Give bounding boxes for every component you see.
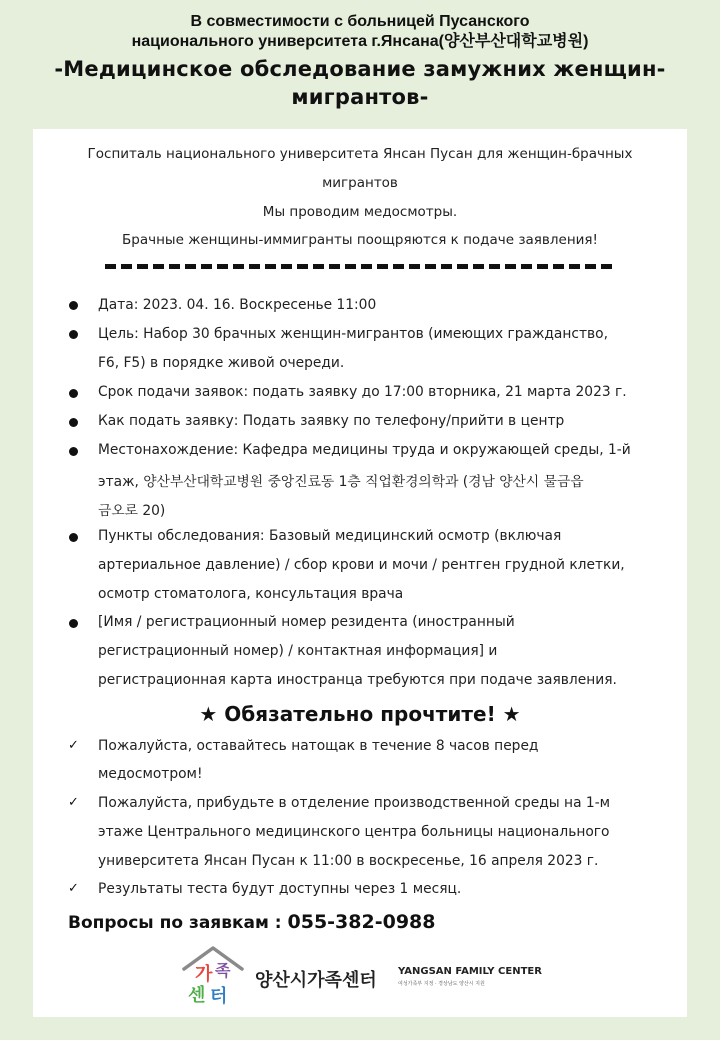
check-icon: ✓ — [68, 881, 79, 896]
bullet-how-to-apply: Как подать заявку: Подать заявку по телефону/прийти в центр — [98, 413, 565, 429]
intro-line-4: Брачные женщины-иммигранты поощряются к подаче заявления! — [122, 232, 598, 248]
bullet-dot — [69, 533, 78, 542]
note-fasting-cont: медосмотром! — [98, 766, 203, 782]
bullet-deadline: Срок подачи заявок: подать заявку до 17:00 вторника, 21 марта 2023 г. — [98, 384, 627, 400]
family-center-logo — [180, 945, 560, 1005]
bullet-dot — [69, 447, 78, 456]
intro-line-3: Мы проводим медосмотры. — [262, 204, 458, 220]
page-title-line-2: мигрантов- — [291, 85, 429, 109]
intro-line-1: Госпиталь национального университета Янсан Пусан для женщин-брачных — [87, 146, 633, 162]
check-icon: ✓ — [68, 738, 79, 753]
bullet-dot — [69, 301, 78, 310]
bullet-dot — [69, 330, 78, 339]
page-title — [0, 55, 720, 111]
bullet-dot — [69, 389, 78, 398]
note-results: Результаты теста будут доступны через 1 месяц. — [98, 881, 462, 897]
note-arrival: Пожалуйста, прибудьте в отделение производственной среды на 1-м — [98, 795, 611, 811]
bullet-dot — [69, 418, 78, 427]
bullet-date: Дата: 2023. 04. 16. Воскресенье 11:00 — [98, 297, 377, 313]
logo-name-english: YANGSAN FAMILY CENTER — [398, 966, 542, 977]
check-icon: ✓ — [68, 795, 79, 810]
note-arrival-cont: этаже Центрального медицинского центра больницы национального — [98, 824, 610, 840]
contact-phone[interactable]: 055-382-0988 — [287, 911, 436, 933]
bullet-exam-items-cont: артериальное давление) / сбор крови и мочи / рентген грудной клетки, — [98, 557, 625, 573]
bullet-exam-items-cont-2: осмотр стоматолога, консультация врача — [98, 586, 404, 602]
bullet-exam-items: Пункты обследования: Базовый медицинский осмотр (включая — [98, 528, 562, 544]
logo-char: 센 — [188, 985, 206, 1005]
bullet-required-docs: [Имя / регистрационный номер резидента (иностранный — [98, 614, 515, 630]
bullet-dot — [69, 619, 78, 628]
header-line-2: национального университета г.Янсана(양산부산대학교병원) — [131, 33, 589, 50]
dashed-divider — [105, 264, 615, 269]
logo-name-korean: 양산시가족센터 — [255, 970, 377, 991]
header — [0, 12, 720, 111]
bullet-location-cont: этаж, 양산부산대학교병원 중앙진료동 1층 직업환경의학과 (경남 양산시 물금읍 — [98, 474, 584, 490]
bullet-location-cont-2: 금오로 20) — [98, 503, 166, 519]
note-arrival-cont-2: университета Янсан Пусан к 11:00 в воскресенье, 16 апреля 2023 г. — [98, 853, 599, 869]
family-center-logo-icon — [180, 945, 246, 1005]
intro-line-2: мигрантов — [322, 175, 398, 191]
logo-char: 터 — [210, 986, 228, 1005]
bullet-required-docs-cont: регистрационный номер) / контактная информация] и — [98, 643, 498, 659]
logo-subtitle: 여성가족부 지정 · 경상남도 양산시 지원 — [398, 981, 485, 987]
logo-char: 족 — [215, 961, 231, 980]
must-read-heading: ★ Обязательно прочтите! ★ — [199, 702, 521, 726]
logo-char: 가 — [195, 964, 213, 985]
page-title-line-1: -Медицинское обследование замужних женщин- — [54, 57, 666, 81]
bullet-required-docs-cont-2: регистрационная карта иностранца требуются при подаче заявления. — [98, 672, 617, 688]
bullet-purpose-cont: F6, F5) в порядке живой очереди. — [98, 355, 345, 371]
bullet-location: Местонахождение: Кафедра медицины труда и окружающей среды, 1-й — [98, 442, 631, 458]
header-line-1: В совместимости с больницей Пусанского — [190, 13, 530, 30]
note-fasting: Пожалуйста, оставайтесь натощак в течение 8 часов перед — [98, 738, 539, 754]
bullet-purpose: Цель: Набор 30 брачных женщин-мигрантов (имеющих гражданство, — [98, 326, 608, 342]
contact-label: Вопросы по заявкам : — [68, 913, 288, 933]
contact-line — [68, 911, 436, 933]
